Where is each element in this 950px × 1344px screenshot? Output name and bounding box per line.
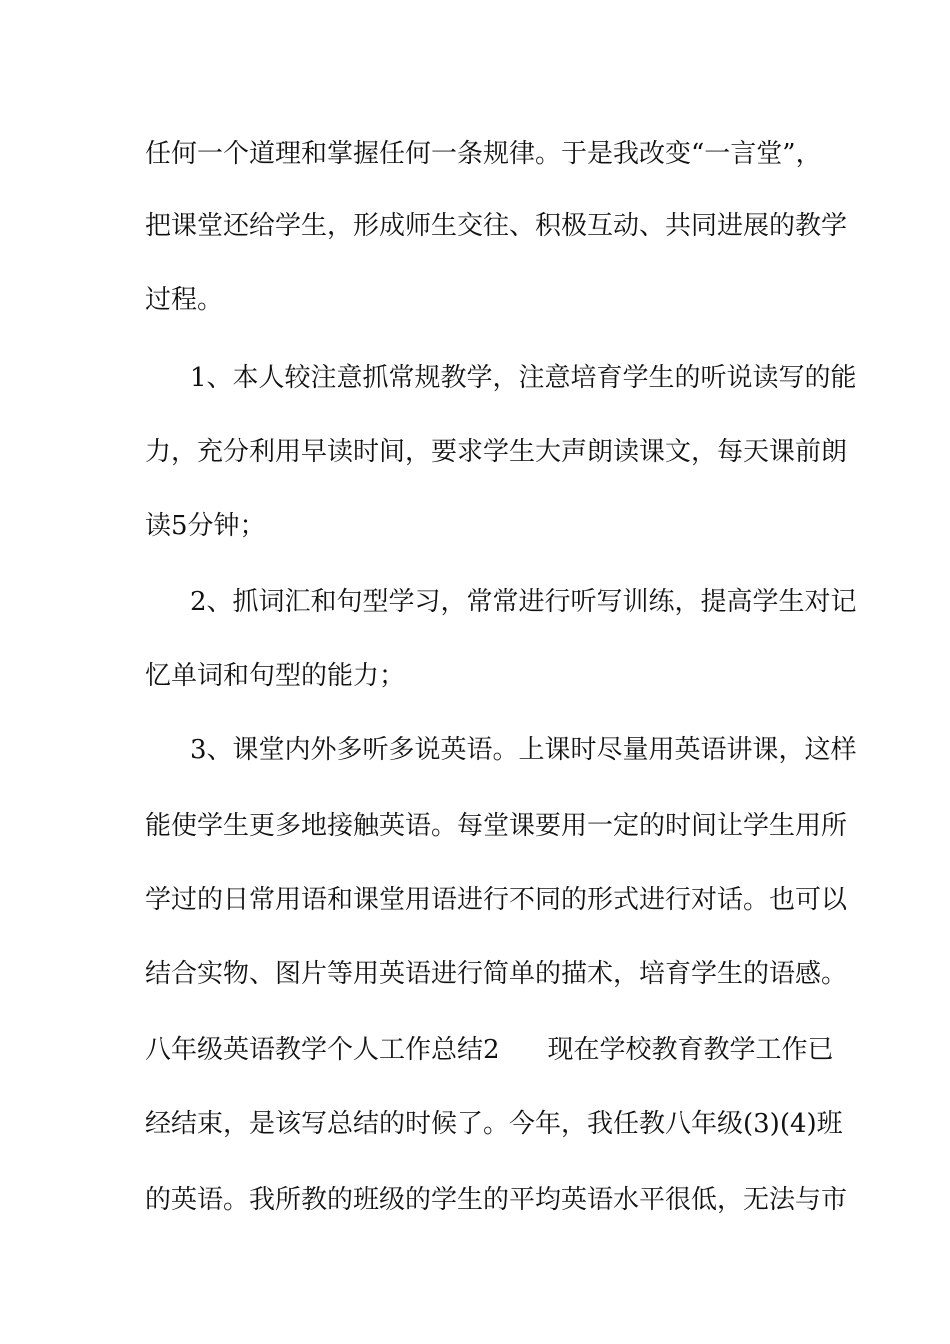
paragraph-line: 读5分钟； xyxy=(145,511,266,541)
list-item-3-line: 3、课堂内外多听多说英语。上课时尽量用英语讲课，这样 xyxy=(190,735,857,765)
section-heading-line xyxy=(145,1030,834,1070)
list-item-1-line: 1、本人较注意抓常规教学，注意培育学生的听说读写的能 xyxy=(190,363,857,393)
paragraph-line: 学过的日常用语和课堂用语进行不同的形式进行对话。也可以 xyxy=(145,885,848,915)
paragraph-line: 忆单词和句型的能力； xyxy=(145,661,406,691)
paragraph-line: 经结束，是该写总结的时候了。今年，我任教八年级(3)(4)班 xyxy=(145,1109,843,1139)
paragraph-line: 任何一个道理和掌握任何一条规律。于是我改变“一言堂”， xyxy=(145,139,822,169)
section-first-text: 现在学校教育教学工作已 xyxy=(547,1035,834,1065)
paragraph-line: 力，充分利用早读时间，要求学生大声朗读课文，每天课前朗 xyxy=(145,437,848,467)
paragraph-line: 过程。 xyxy=(145,285,224,315)
paragraph-line: 能使学生更多地接触英语。每堂课要用一定的时间让学生用所 xyxy=(145,811,848,841)
paragraph-line: 把课堂还给学生，形成师生交往、积极互动、共同进展的教学 xyxy=(145,211,848,241)
list-item-2-line: 2、抓词汇和句型学习，常常进行听写训练，提高学生对记 xyxy=(190,587,857,617)
paragraph-line: 结合实物、图片等用英语进行简单的描术，培育学生的语感。 xyxy=(145,959,848,989)
section-heading: 八年级英语教学个人工作总结2 xyxy=(145,1035,500,1065)
paragraph-line: 的英语。我所教的班级的学生的平均英语水平很低，无法与市 xyxy=(145,1185,848,1215)
